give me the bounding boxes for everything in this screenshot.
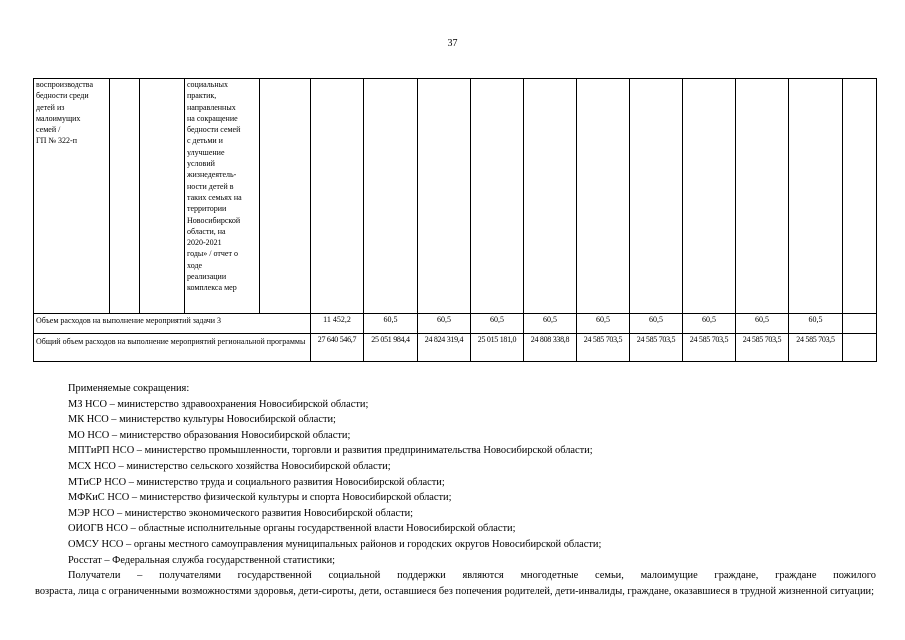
abbreviation-item: МО НСО – министерство образования Новосибирской области; bbox=[68, 429, 351, 441]
cell-empty bbox=[311, 79, 364, 314]
abbreviation-item: МСХ НСО – министерство сельского хозяйства Новосибирской области; bbox=[68, 460, 391, 472]
cell-result-description: социальных практик, направленных на сокращение бедности семей с детьми и улучшение условий жизнедеятель- ности детей в таких семьях на территории Новосибирской области, на 2020-2021 годы» / отчет о ходе реализации комплекса мер bbox=[185, 79, 260, 314]
value-cell: 60,5 bbox=[418, 314, 471, 334]
abbreviation-item: Росстат – Федеральная служба государственной статистики; bbox=[68, 554, 336, 566]
value-cell: 24 585 703,5 bbox=[736, 334, 789, 362]
cell-empty bbox=[843, 314, 877, 334]
abbreviation-item: МПТиРП НСО – министерство промышленности, торговли и развития предпринимательства Новосибирской области; bbox=[68, 445, 593, 457]
abbreviation-item: МЗ НСО – министерство здравоохранения Новосибирской области; bbox=[68, 398, 369, 410]
cell-empty bbox=[843, 79, 877, 314]
value-cell: 24 585 703,5 bbox=[630, 334, 683, 362]
cell-empty bbox=[789, 79, 843, 314]
value-cell: 60,5 bbox=[683, 314, 736, 334]
value-cell: 60,5 bbox=[789, 314, 843, 334]
recipients-paragraph-first-line: Получатели – получателями государственной социальной поддержки являются многодетные семьи, малоимущие граждане, граждане пожилого bbox=[68, 570, 876, 582]
value-cell: 25 015 181,0 bbox=[471, 334, 524, 362]
value-cell: 60,5 bbox=[577, 314, 630, 334]
cell-empty bbox=[630, 79, 683, 314]
cell-measure-name: воспроизводства бедности среди детей из малоимущих семей / ГП № 322-п bbox=[34, 79, 110, 314]
abbreviation-item: МЭР НСО – министерство экономического развития Новосибирской области; bbox=[68, 507, 414, 519]
expenses-table bbox=[33, 78, 877, 362]
abbreviation-item: МТиСР НСО – министерство труда и социального развития Новосибирской области; bbox=[68, 476, 445, 488]
value-cell: 11 452,2 bbox=[311, 314, 364, 334]
cell-empty bbox=[110, 79, 140, 314]
cell-empty bbox=[364, 79, 418, 314]
cell-empty bbox=[843, 334, 877, 362]
recipients-paragraph-continuation: возраста, лица с ограниченными возможностями здоровья, дети-сироты, дети, оставшиеся без попечения родителей, дети-инвалиды, граждане, оказавшиеся в трудной жизненной ситуации; bbox=[35, 585, 874, 597]
value-cell: 27 640 546,7 bbox=[311, 334, 364, 362]
value-cell: 60,5 bbox=[630, 314, 683, 334]
table-row-total bbox=[34, 334, 877, 362]
value-cell: 60,5 bbox=[364, 314, 418, 334]
cell-empty bbox=[736, 79, 789, 314]
table-row-measure bbox=[34, 79, 877, 314]
value-cell: 60,5 bbox=[471, 314, 524, 334]
cell-empty bbox=[140, 79, 185, 314]
cell-empty bbox=[524, 79, 577, 314]
cell-empty bbox=[577, 79, 630, 314]
value-cell: 60,5 bbox=[524, 314, 577, 334]
row-label: Объем расходов на выполнение мероприятий задачи 3 bbox=[34, 314, 311, 334]
value-cell: 24 585 703,5 bbox=[683, 334, 736, 362]
abbreviation-item: ОМСУ НСО – органы местного самоуправления муниципальных районов и городских округов Новосибирской области; bbox=[68, 538, 602, 550]
abbreviation-item: МФКиС НСО – министерство физической культуры и спорта Новосибирской области; bbox=[68, 492, 452, 504]
value-cell: 24 585 703,5 bbox=[577, 334, 630, 362]
abbreviations-heading: Применяемые сокращения: bbox=[68, 383, 190, 394]
value-cell: 60,5 bbox=[736, 314, 789, 334]
table-row-task3 bbox=[34, 314, 877, 334]
cell-empty bbox=[683, 79, 736, 314]
abbreviation-item: МК НСО – министерство культуры Новосибирской области; bbox=[68, 414, 336, 426]
value-cell: 24 808 338,8 bbox=[524, 334, 577, 362]
cell-empty bbox=[471, 79, 524, 314]
cell-empty bbox=[260, 79, 311, 314]
value-cell: 24 585 703,5 bbox=[789, 334, 843, 362]
value-cell: 24 824 319,4 bbox=[418, 334, 471, 362]
cell-empty bbox=[418, 79, 471, 314]
row-label: Общий объем расходов на выполнение мероприятий региональной программы bbox=[34, 334, 311, 362]
value-cell: 25 051 984,4 bbox=[364, 334, 418, 362]
abbreviations-section bbox=[35, 381, 876, 599]
abbreviation-item: ОИОГВ НСО – областные исполнительные органы государственной власти Новосибирской области; bbox=[68, 523, 516, 535]
page-number: 37 bbox=[447, 38, 458, 49]
